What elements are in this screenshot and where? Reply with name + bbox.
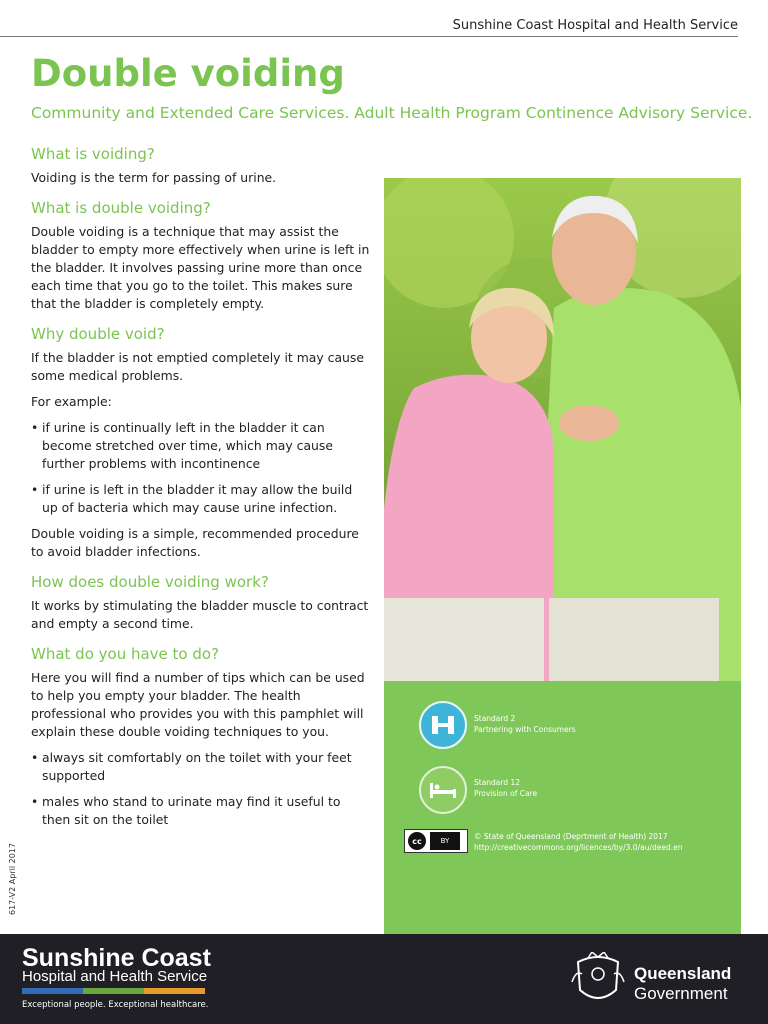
page-subtitle: Community and Extended Care Services. Adult Health Program Continence Advisory Service. <box>31 104 753 122</box>
footer <box>0 934 768 1024</box>
provision-of-care-bed-icon <box>419 766 467 814</box>
section-what-is-double-voiding <box>31 199 371 313</box>
queensland-crest-icon <box>568 952 628 1012</box>
queensland-label: Queensland <box>634 964 732 983</box>
logo-bar-green <box>83 988 144 994</box>
section-paragraph: If the bladder is not emptied completely it may cause some medical problems. <box>31 350 364 383</box>
copyright-text: © State of Queensland (Deprtment of Health) 2017 <box>474 832 668 841</box>
section-paragraph: For example: <box>31 394 112 409</box>
section-paragraph: It works by stimulating the bladder muscle to contract and empty a second time. <box>31 598 369 631</box>
logo-color-bars <box>22 988 205 994</box>
standard-name: Partnering with Consumers <box>474 725 576 734</box>
standard-title: Standard 2 <box>474 714 516 723</box>
partnering-consumers-icon <box>419 701 467 749</box>
main-text-column <box>31 145 371 841</box>
list-item: • always sit comfortably on the toilet with your feet supported <box>31 749 371 785</box>
header-rule <box>0 36 738 37</box>
standard-name: Provision of Care <box>474 789 538 798</box>
bullet-list <box>31 749 371 829</box>
list-item: • males who stand to urinate may find it useful to then sit on the toilet <box>31 793 371 829</box>
list-item: • if urine is left in the bladder it may allow the build up of bacteria which may cause urine infection. <box>31 481 371 517</box>
sunshine-coast-logo-name: Sunshine Coast <box>22 944 211 972</box>
standard-12-label <box>474 777 537 799</box>
copyright-notice <box>474 831 682 853</box>
cc-icon: cc <box>408 832 426 850</box>
section-paragraph: Double voiding is a simple, recommended procedure to avoid bladder infections. <box>31 526 359 559</box>
creative-commons-badge <box>404 829 468 853</box>
section-heading: Why double void? <box>31 325 165 343</box>
document-code: 617-V2 April 2017 <box>8 843 17 915</box>
header-org-name: Sunshine Coast Hospital and Health Service <box>452 18 738 33</box>
standards-panel <box>384 681 741 934</box>
bullet-list <box>31 419 371 517</box>
logo-bar-orange <box>144 988 205 994</box>
section-what-is-voiding <box>31 145 371 187</box>
logo-bar-blue <box>22 988 83 994</box>
elderly-couple-photo <box>384 178 741 681</box>
section-heading: What is voiding? <box>31 145 155 163</box>
licence-link[interactable]: http://creativecommons.org/licences/by/3.0/au/deed.en <box>474 843 683 852</box>
list-item: • if urine is continually left in the bladder it can become stretched over time, which may cause further problems with incontinence <box>31 419 371 473</box>
government-label: Government <box>634 984 728 1003</box>
section-heading: How does double voiding work? <box>31 573 269 591</box>
section-paragraph: Voiding is the term for passing of urine. <box>31 170 277 185</box>
section-how-does-it-work <box>31 573 371 633</box>
sunshine-coast-logo-subname: Hospital and Health Service <box>22 968 208 985</box>
section-why-double-void <box>31 325 371 561</box>
page-title: Double voiding <box>31 52 345 95</box>
cc-by-icon: BY <box>430 832 460 850</box>
section-paragraph: Double voiding is a technique that may assist the bladder to empty more effectively when urine is left in the bladder. It involves passing urine more than once each time that you go to the toilet. This makes sure that the bladder is completely empty. <box>31 224 370 311</box>
standard-2-label <box>474 713 576 735</box>
standard-title: Standard 12 <box>474 778 521 787</box>
section-heading: What do you have to do? <box>31 645 220 663</box>
section-what-to-do <box>31 645 371 829</box>
tagline: Exceptional people. Exceptional healthcare. <box>22 1000 209 1010</box>
section-paragraph: Here you will find a number of tips which can be used to help you empty your bladder. The health professional who provides you with this pamphlet will explain these double voiding techniques to you. <box>31 670 365 739</box>
section-heading: What is double voiding? <box>31 199 211 217</box>
